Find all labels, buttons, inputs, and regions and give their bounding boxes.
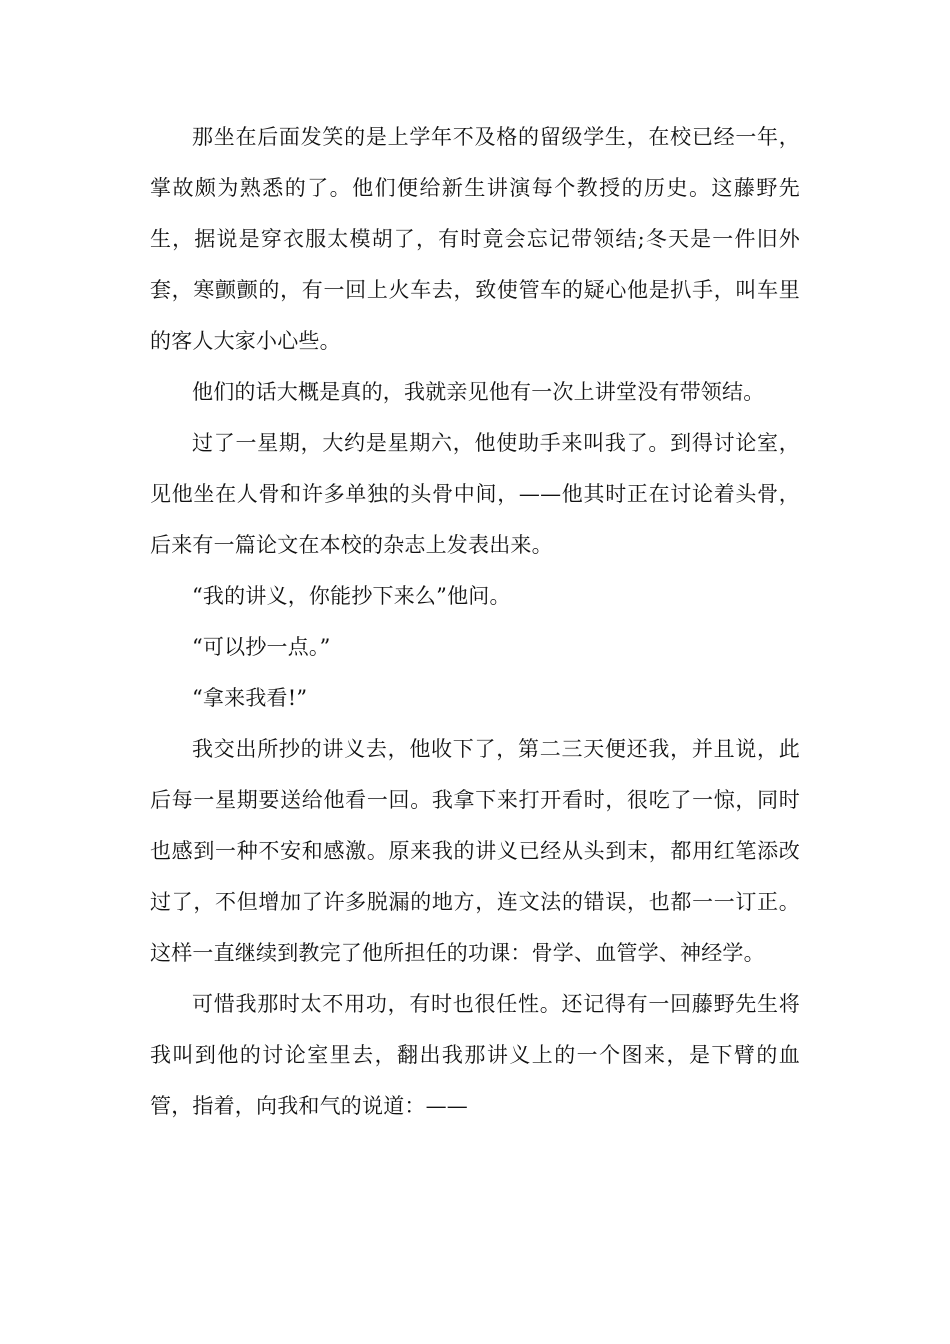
- paragraph-5: “可以抄一点。”: [192, 635, 331, 659]
- document-body: [150, 112, 800, 1132]
- paragraph-3: 过了一星期，大约是星期六，他使助手来叫我了。到得讨论室，见他坐在人骨和许多单独的头骨中间，——他其时正在讨论着头骨，后来有一篇论文在本校的杂志上发表出来。: [150, 431, 800, 557]
- paragraph-1: 那坐在后面发笑的是上学年不及格的留级学生，在校已经一年，掌故颇为熟悉的了。他们便给新生讲演每个教授的历史。这藤野先生，据说是穿衣服太模胡了，有时竟会忘记带领结;冬天是一件旧外套，寒颤颤的，有一回上火车去，致使管车的疑心他是扒手，叫车里的客人大家小心些。: [150, 125, 800, 353]
- paragraph-2: 他们的话大概是真的，我就亲见他有一次上讲堂没有带领结。: [192, 380, 765, 404]
- paragraph-8: 可惜我那时太不用功，有时也很任性。还记得有一回藤野先生将我叫到他的讨论室里去，翻出我那讲义上的一个图来，是下臂的血管，指着，向我和气的说道：——: [150, 992, 800, 1118]
- paragraph-4: “我的讲义，你能抄下来么”他问。: [192, 584, 511, 608]
- paragraph-7: 我交出所抄的讲义去，他收下了，第二三天便还我，并且说，此后每一星期要送给他看一回。我拿下来打开看时，很吃了一惊，同时也感到一种不安和感激。原来我的讲义已经从头到末，都用红笔添改过了，不但增加了许多脱漏的地方，连文法的错误，也都一一订正。这样一直继续到教完了他所担任的功课：骨学、血管学、神经学。: [150, 737, 800, 965]
- paragraph-6: “拿来我看!”: [192, 686, 308, 710]
